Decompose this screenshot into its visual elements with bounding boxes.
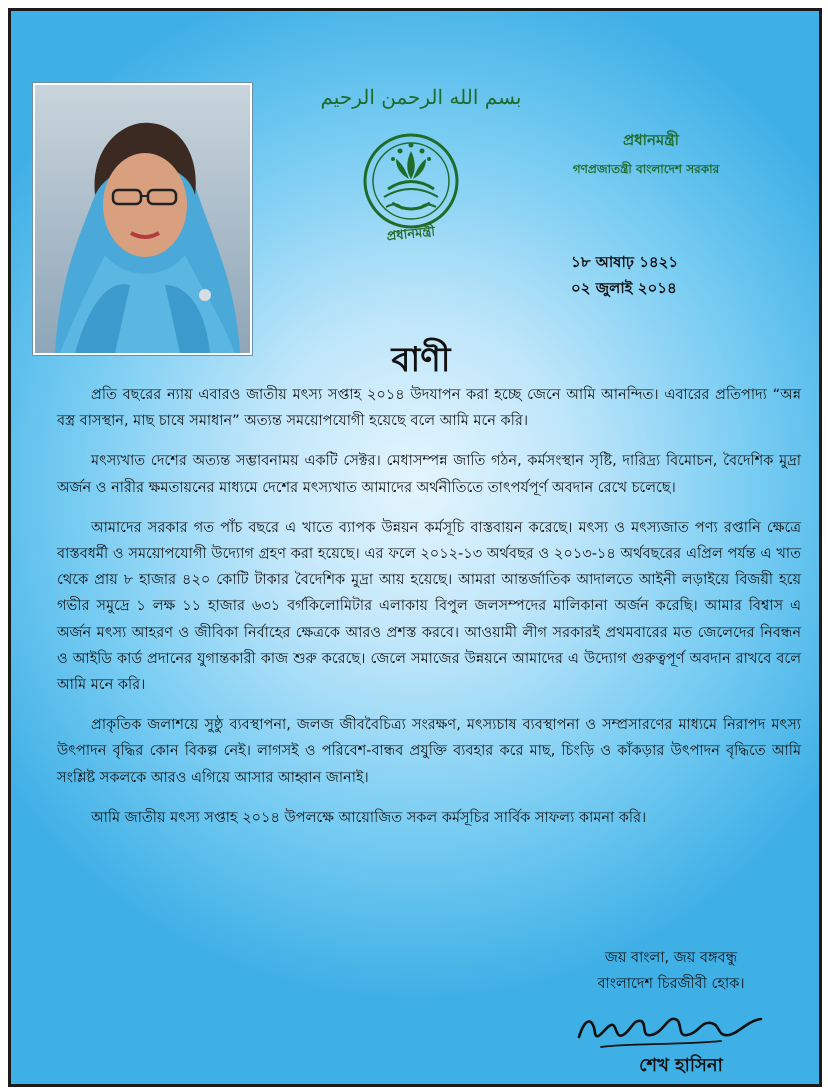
office-subtitle: গণপ্রজাতন্ত্রী বাংলাদেশ সরকার (572, 162, 720, 176)
office-title: প্রধানমন্ত্রী (623, 131, 679, 149)
message-paragraph: মৎস্যখাত দেশের অত্যন্ত সম্ভাবনাময় একটি সেক্টর। মেধাসম্পন্ন জাতি গঠন, কর্মসংস্থান সৃষ্টি, দারিদ্র্য বিমোচন, বৈদেশিক মুদ্রা অর্জন ও নারীর ক্ষমতায়নের মাধ্যমে দেশের মৎস্যখাত আমাদের অর্থনীতিতে তাৎপর্যপূর্ণ অবদান রেখে চলেছে। (57, 453, 801, 496)
message-paragraph: প্রতি বছরের ন্যায় এবারও জাতীয় মৎস্য সপ্তাহ ২০১৪ উদযাপন করা হচ্ছে জেনে আমি আনন্দিত। এবারের প্রতিপাদ্য “অন্ন বস্ত্র বাসস্থান, মাছ চাষে সমাধান” অত্যন্ত সময়োপযোগী হয়েছে বলে আমি মনে করি। (57, 387, 801, 430)
portrait-photo (33, 83, 252, 355)
bangla-date: ১৮ আষাঢ় ১৪২১ (571, 253, 679, 271)
message-paragraph: আমাদের সরকার গত পাঁচ বছরে এ খাতে ব্যাপক উন্নয়ন কর্মসূচি বাস্তবায়ন করেছে। মৎস্য ও মৎস্যজাত পণ্য রপ্তানি ক্ষেত্রে বাস্তবধর্মী ও সময়োপযোগী উদ্যোগ গ্রহণ করা হয়েছে। এর ফলে ২০১২-১৩ অর্থবছর ও ২০১৩-১৪ অর্থবছরের এপ্রিল পর্যন্ত এ খাত থেকে প্রায় ৮ হাজার ৪২০ কোটি টাকার বৈদেশিক মুদ্রা আয় হয়েছে। আমরা আন্তর্জাতিক আদালতে আইনী লড়াইয়ে বিজয়ী হয়ে গভীর সমুদ্রে ১ লক্ষ ১১ হাজার ৬৩১ বর্গকিলোমিটার এলাকায় বিপুল জলসম্পদের মালিকানা অর্জন করেছি। আমার বিশ্বাস এ অর্জন মৎস্য আহরণ ও জীবিকা নির্বাহের ক্ষেত্রকে আরও প্রশস্ত করবে। আওয়ামী লীগ সরকারই প্রথমবারের মত জেলেদের নিবন্ধন ও আইডি কার্ড প্রদানের যুগান্তকারী কাজ শুরু করেছে। জেলে সমাজের উন্নয়নে আমাদের এ উদ্যোগ গুরুত্বপূর্ণ অবদান রাখবে বলে আমি মনে করি। (57, 519, 802, 694)
handwritten-signature (571, 1007, 771, 1057)
message-body (57, 382, 801, 845)
government-seal-emblem (356, 129, 466, 251)
message-heading: বাণী (391, 340, 451, 380)
message-paragraph: প্রাকৃতিক জলাশয়ে সুষ্ঠু ব্যবস্থাপনা, জলজ জীববৈচিত্র্য সংরক্ষণ, মৎস্যচাষ ব্যবস্থাপনা ও সম্প্রসারণের মাধ্যমে নিরাপদ মৎস্য উৎপাদন বৃদ্ধির কোন বিকল্প নেই। লাগসই ও পরিবেশ-বান্ধব প্রযুক্তি ব্যবহার করে মাছ, চিংড়ি ও কাঁকড়ার উৎপাদন বৃদ্ধিতে আমি সংশ্লিষ্ট সকলকে আরও এগিয়ে আসার আহ্বান জানাই। (57, 717, 801, 786)
closing-slogan: জয় বাংলা, জয় বঙ্গবন্ধু (604, 950, 738, 966)
signer-name: শেখ হাসিনা (639, 1055, 723, 1076)
message-page (8, 8, 822, 1087)
closing-wish: বাংলাদেশ চিরজীবী হোক। (597, 976, 745, 992)
bismillah-calligraphy: بسم الله الرحمن الرحيم (320, 85, 522, 109)
gregorian-date: ০২ জুলাই ২০১৪ (571, 279, 677, 297)
portrait-illustration (35, 85, 250, 353)
message-paragraph: আমি জাতীয় মৎস্য সপ্তাহ ২০১৪ উপলক্ষে আয়োজিত সকল কর্মসূচির সার্বিক সাফল্য কামনা করি। (91, 809, 647, 826)
emblem-caption: প্রধানমন্ত্রী (385, 224, 436, 245)
